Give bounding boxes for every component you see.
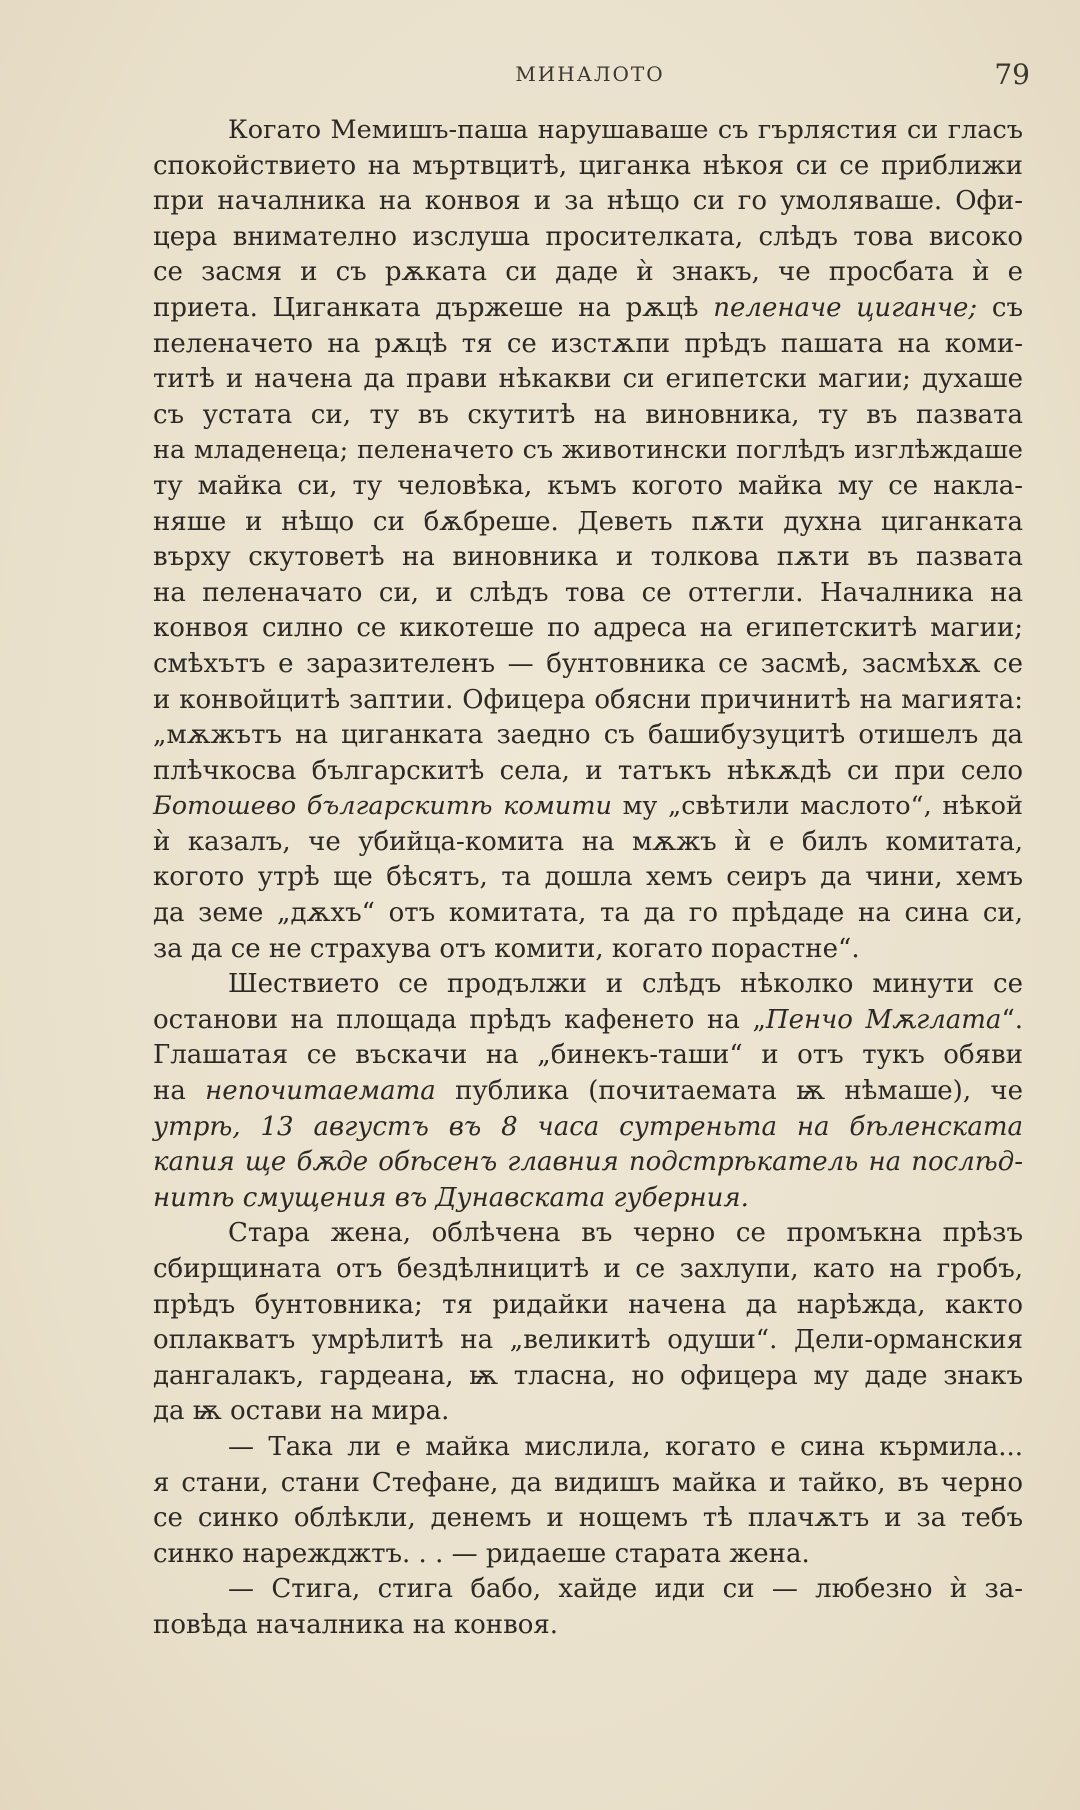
text-line: останови на площада прѣдъ кафенето на „Пенчо Мѫглата“. — [153, 1004, 1023, 1035]
text-line: конвоя силно се кикотеше по адреса на египетскитѣ магии; — [153, 613, 1023, 644]
page-header — [150, 58, 1030, 98]
text-line: пеленачето на рѫцѣ тя се изстѫпи прѣдъ пашата на коми- — [153, 328, 1023, 359]
text-line: ѝ казалъ, че убийца-комита на мѫжъ ѝ е билъ комитата, — [153, 826, 1023, 857]
text-line: да ѭ остави на мира. — [153, 1396, 450, 1427]
text-line: и конвойцитѣ заптии. Офицера обясни причинитѣ на магията: — [153, 684, 1023, 715]
text-line — [153, 1145, 1023, 1181]
text-line: на непочитаемата публика (почитаемата ѭ нѣмаше), че — [153, 1076, 1023, 1107]
italic-phrase: пеленаче циганче; — [713, 292, 978, 323]
text-line: няше и нѣщо си бѫбреше. Деветь пѫти духна циганката — [153, 506, 1023, 537]
text-line: Шествието се продължи и слѣдъ нѣколко минути се — [228, 969, 1023, 1000]
text-line: върху скутоветѣ на виновника и толкова пѫти въ пазвата — [153, 542, 1023, 573]
text-line: я стани, стани Стефане, да видишъ майка и тайко, въ черно — [153, 1467, 1023, 1498]
text-line: се синко облѣкли, денемъ и нощемъ тѣ плачѫтъ и за тебъ — [153, 1503, 1023, 1534]
italic-phrase: Ботошево българскитѣ комити — [153, 791, 612, 822]
italic-phrase: Пенчо Мѫглата — [765, 1004, 1002, 1035]
text-line: Глашатая се въскачи на „бинекъ-таши“ и отъ тукъ обяви — [153, 1040, 1023, 1071]
text-line: се засмя и съ рѫката си даде ѝ знакъ, че просбата ѝ е — [153, 257, 1023, 288]
text-line: дангалакъ, гардеана, ѭ тласна, но офицера му даде знакъ — [153, 1360, 1023, 1391]
running-title: МИНАЛОТО — [515, 62, 665, 86]
text-line: да земе „дѫхъ“ отъ комитата, та да го прѣдаде на сина си, — [153, 898, 1023, 929]
text-line: ту майка си, ту человѣка, къмъ когото майка му се накла- — [153, 470, 1023, 501]
text-line: — Стига, стига бабо, хайде иди си — любезно ѝ за- — [228, 1574, 1023, 1605]
italic-phrase: утрѣ, 13 августъ въ 8 часа сутреньта на бѣленската — [153, 1111, 1023, 1142]
text-line: плѣчкосва българскитѣ села, и татъкъ нѣкѫдѣ си при село — [153, 755, 1023, 786]
text-line: когото утрѣ ще бѣсятъ, та дошла хемъ сеиръ да чини, хемъ — [153, 862, 1023, 893]
text-line: Ботошево българскитѣ комити му „свѣтили маслото“, нѣкой — [153, 791, 1023, 822]
text-line: приета. Циганката държеше на рѫцѣ пеленаче циганче; съ — [153, 292, 1024, 323]
text-line: оплакватъ умрѣлитѣ на „великитѣ одуши“. Дели-орманския — [153, 1325, 1023, 1356]
text-line: за да се не страхува отъ комити, когато порастне“. — [153, 933, 860, 964]
text-line: прѣдъ бунтовника; тя ридайки начена да нарѣжда, както — [153, 1289, 1023, 1320]
text-line: сбирщината отъ бездѣлницитѣ и се захлупи, като на гробъ, — [153, 1254, 1023, 1284]
italic-phrase: непочитаемата — [205, 1076, 436, 1107]
italic-phrase: капия ще бѫде обѣсенъ главния подстрѣкатель на послѣд- — [153, 1147, 1023, 1178]
text-line: на младенеца; пеленачето съ животински поглѣдъ изглѣждаше — [153, 435, 1023, 466]
page-number: 79 — [994, 58, 1030, 91]
text-line: при началника на конвоя и за нѣщо си го умоляваше. Офи- — [153, 186, 1023, 217]
text-line: смѣхътъ е заразителенъ — бунтовника се засмѣ, засмѣхѫ се — [153, 648, 1023, 679]
text-line: титѣ и начена да прави нѣкакви си египетски магии; духаше — [153, 364, 1023, 395]
text-line: — Така ли е майка мислила, когато е сина кърмила... — [228, 1431, 1023, 1462]
text-line: на пеленачато си, и слѣдъ това се оттегли. Началника на — [153, 577, 1023, 608]
text-line: съ устата си, ту въ скутитѣ на виновника, ту въ пазвата — [153, 399, 1023, 430]
italic-phrase: нитѣ смущения въ Дунавската губерния. — [153, 1182, 749, 1213]
body-text — [153, 113, 1023, 1644]
text-line: Когато Мемишъ-паша нарушаваше съ гърлястия си гласъ — [228, 115, 1023, 145]
text-line: повѣда началника на конвоя. — [153, 1609, 559, 1640]
text-line — [153, 1110, 1023, 1146]
text-line — [153, 1181, 1023, 1217]
text-line: Стара жена, облѣчена въ черно се промъкна прѣзъ — [228, 1218, 1023, 1249]
text-line: спокойствието на мъртвцитѣ, циганка нѣкоя си се приближи — [153, 150, 1023, 181]
text-line: цера внимателно изслуша просителката, слѣдъ това високо — [153, 221, 1023, 252]
text-line: синко нарежджтъ. . . — ридаеше старата жена. — [153, 1538, 810, 1569]
text-line: „мѫжътъ на циганката заедно съ башибузуцитѣ отишелъ да — [153, 720, 1023, 751]
